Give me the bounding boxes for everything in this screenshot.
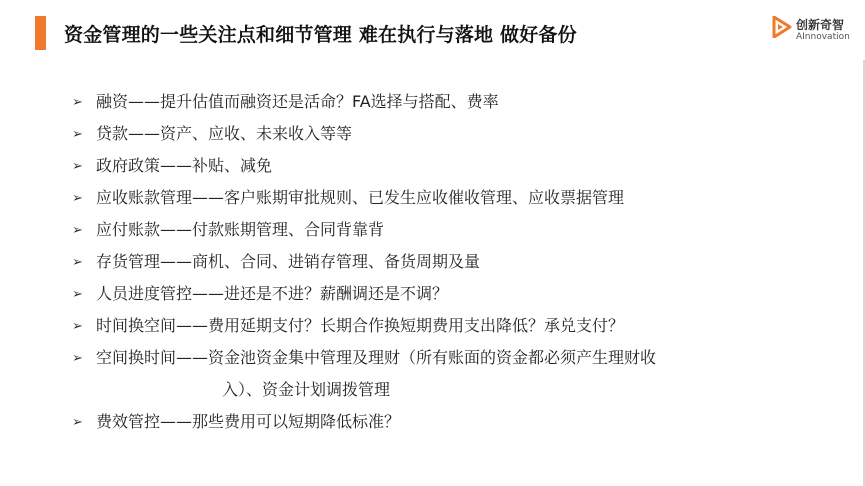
page-title: 资金管理的一些关注点和细节管理 难在执行与落地 做好备份 — [64, 24, 577, 46]
arrow-right-icon: ➢ — [72, 351, 83, 366]
list-item — [70, 156, 750, 176]
arrow-right-icon: ➢ — [72, 415, 83, 430]
logo-mark-icon — [772, 16, 792, 38]
list-item — [70, 124, 750, 144]
arrow-right-icon: ➢ — [72, 287, 83, 302]
bullet-list — [70, 92, 750, 444]
arrow-right-icon: ➢ — [72, 95, 83, 110]
arrow-right-icon: ➢ — [72, 159, 83, 174]
arrow-right-icon: ➢ — [72, 127, 83, 142]
arrow-right-icon: ➢ — [72, 255, 83, 270]
list-item-text: 政府政策——补贴、减免 — [96, 156, 273, 175]
list-item — [70, 220, 750, 240]
list-item-text: 贷款——资产、应收、未来收入等等 — [96, 124, 353, 143]
list-item — [70, 412, 750, 432]
list-item-text: 应付账款——付款账期管理、合同背靠背 — [96, 220, 385, 239]
logo-name-en: AInnovation — [796, 32, 850, 42]
logo-name-cn: 创新奇智 — [796, 18, 845, 32]
arrow-right-icon: ➢ — [72, 191, 83, 206]
list-item-continuation: 入）、资金计划调拨管理 — [222, 380, 391, 399]
list-item — [70, 188, 750, 208]
list-item-text: 融资——提升估值而融资还是活命？FA选择与搭配、费率 — [96, 92, 499, 111]
list-item — [70, 348, 750, 400]
company-logo — [772, 12, 862, 48]
list-item-text: 费效管控——那些费用可以短期降低标准？ — [96, 412, 401, 431]
title-accent-bar — [35, 16, 46, 50]
list-item-text: 空间换时间——资金池资金集中管理及理财（所有账面的资金都必须产生理财收 — [96, 348, 657, 367]
list-item-text: 人员进度管控——进还是不进？薪酬调还是不调？ — [96, 284, 449, 303]
arrow-right-icon: ➢ — [72, 223, 83, 238]
list-item — [70, 92, 750, 112]
list-item — [70, 284, 750, 304]
list-item-text: 应收账款管理——客户账期审批规则、已发生应收催收管理、应收票据管理 — [96, 188, 625, 207]
list-item-text: 存货管理——商机、合同、进销存管理、备货周期及量 — [96, 252, 481, 271]
list-item-text: 时间换空间——费用延期支付？长期合作换短期费用支出降低？承兑支付？ — [96, 316, 625, 335]
arrow-right-icon: ➢ — [72, 319, 83, 334]
list-item — [70, 316, 750, 336]
list-item — [70, 252, 750, 272]
